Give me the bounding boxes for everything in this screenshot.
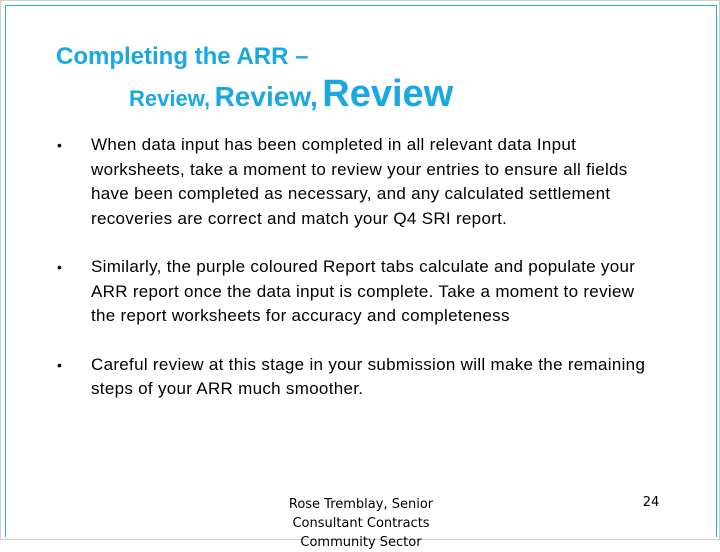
slide-subtitle (129, 75, 453, 113)
bullet-icon: • (57, 356, 62, 373)
bullet-list (53, 133, 663, 402)
footer-line: Rose Tremblay, Senior (288, 497, 434, 512)
footer-author (261, 495, 461, 552)
subtitle-review-small: Review, (129, 86, 211, 111)
bullet-icon: • (57, 259, 62, 275)
bullet-text: When data input has been completed in all relevant data Input worksheets, take a moment to review your entries to ensure all fields have been completed as necessary, and any calculated settlement recoveries are correct and match your Q4 SRI report. (91, 135, 628, 228)
bullet-text: Similarly, the purple coloured Report tabs calculate and populate your ARR report once the data input is complete. Take a moment to review the report worksheets for accuracy and completeness (91, 257, 636, 325)
subtitle-review-large: Review (322, 73, 454, 115)
footer-line: Community Sector (300, 535, 422, 550)
slide-title: Completing the ARR – (56, 43, 309, 70)
bullet-item (53, 255, 663, 329)
bullet-icon: • (57, 137, 62, 153)
page-number: 24 (642, 495, 660, 510)
footer-line: Consultant Contracts (292, 516, 430, 531)
bullet-item (53, 353, 663, 402)
subtitle-review-medium: Review, (214, 81, 318, 112)
bullet-item (53, 133, 663, 231)
bullet-text: Careful review at this stage in your submission will make the remaining steps of your ARR much smoother. (91, 354, 646, 398)
